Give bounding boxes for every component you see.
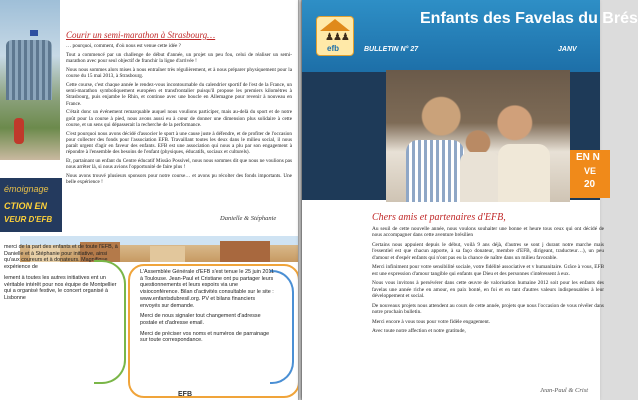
efb-logo xyxy=(316,16,354,56)
article-paragraph: Nous nous sommes alors mises à nous entraîner très régulièrement, et à nous préparer physiquement pour la course du 15 mai 2013, à Strasbourg. xyxy=(66,66,292,79)
letter-paragraph: Merci infiniment pour votre sensibilité sociale, votre fidélité associative et v humanitaire. Grâce à vous, EFB est une expression d'amour tangible qui enfants que Dieu et des personnes s'intéressent à eux. xyxy=(372,264,604,277)
testimonial-line-1: émoignage xyxy=(4,184,49,194)
news-column xyxy=(140,269,276,348)
runner-graphic xyxy=(14,118,24,144)
article-signature: Danielle & Stéphanie xyxy=(220,215,277,222)
thanks-paragraph: lement à toutes les autres initiatives ent un véritable intérêt pour nos équipe de Montpellier qui a organisé festive, le concert organisé à Lisbonne xyxy=(4,274,117,301)
letter-signature: Jean-Paul & Crist xyxy=(540,387,589,394)
person-graphic xyxy=(406,140,464,202)
article-paragraph: Cette course, c'est chaque année le rendez-vous incontournable du calendrier sportif de l'est de la France, un semi-marathon symboliquement européen et transfrontalier puisqu'il propose les premiers kilomètres à Strasbourg, puis enjambe le Rhin, et continue avec une boucle en Allemagne pour revenir à nouveau en France. xyxy=(66,81,292,107)
bulletin-date: JANV xyxy=(558,46,577,53)
strasbourg-photo xyxy=(0,0,60,160)
people-icon: ♟♟♟ xyxy=(325,32,349,43)
article-paragraph: Et, partainant un enfant du Centre éducatif Missão Possível, nous nous sommes dit que nous ne voulions pas nous arrêter là, si nous avions l'opportunité de faire plus ! xyxy=(66,158,292,171)
footer-label: EFB xyxy=(178,391,192,398)
banner-line-2: VE xyxy=(584,166,597,176)
newsletter-title: Enfants des Favelas du Brés xyxy=(420,10,638,27)
letter-body xyxy=(372,226,604,338)
banner-line-3: 20 xyxy=(584,179,596,190)
right-page xyxy=(302,0,638,400)
house-graphic xyxy=(150,246,185,262)
testimonial-line-2: CTION EN xyxy=(4,201,48,211)
article-paragraph: … pourquoi, comment, d'où nous est venue cette idée ? xyxy=(66,43,181,49)
letter-paragraph: Au seuil de cette nouvelle année, nous voulons souhaiter une bonne et heure tous ceux qui ont décidé de nous accompagner dans cette aventure brésilien xyxy=(372,226,604,239)
newsletter-header xyxy=(302,0,638,72)
roof-icon xyxy=(320,19,350,31)
letter-greeting: Chers amis et partenaires d'EFB, xyxy=(372,212,506,223)
article-title: Courir un semi-marathon à Strasbourg… xyxy=(66,30,216,40)
news-paragraph: L'Assemblée Générale d'EFB s'est tenue le 25 juin 2011 à Toulouse. Jean-Paul et Cristiane ont pu partager leurs questionnements et leurs espoirs via une visioconférence. Bilan d'activités consultable sur le site : www.enfantsdubresil.org. PV et bilans financiers envoyés sur demande. xyxy=(140,269,274,309)
testimonial-line-3: VEUR D'EFB xyxy=(4,215,53,224)
bulletin-number: BULLETIN N° 27 xyxy=(364,46,419,53)
letter-paragraph: Avec toute notre affection et notre gratitude, xyxy=(372,328,466,335)
letter-paragraph: Nous vous invitons à persévérer dans cette œuvre de valorisation humaine 2012 soit pour les enfants des favelas une année riche en amour, en paix bonté, en foi et en tant d'autres valeurs indispensables à leur développement et social. xyxy=(372,280,604,300)
article-paragraph: C'était donc un événement remarquable auquel nous voulions participer, mais au-delà du sport et de notre goût pour la course à pied, nous avons aussi eu à cœur de donner une dimension plus solidaire à cette course, et un sens qui dépasserait la recherche de la performance. xyxy=(66,109,292,128)
letter-paragraph: Certains nous appuient depuis le début, voilà 9 ans déjà, d'autres se sont j durant notre marche mais l'essentiel est que chacun apporte, à sa faço donateur, membre d'EFB, dirigeant, traducteur…), un peu d'amour et d'espér enfants qui n'ont pas eu la chance de naître dans un milieu favorable. xyxy=(372,242,604,261)
testimonial-box xyxy=(0,178,62,232)
parliament-building-graphic xyxy=(6,40,52,100)
flag-graphic xyxy=(30,30,38,36)
article-body xyxy=(66,43,292,188)
article-paragraph: Nous avons trouvé plusieurs sponsors pour notre course… et avons pu récolter des fonds importants. Une belle expérience ! xyxy=(66,173,292,186)
news-paragraph: Merci de nous signaler tout changement d'adresse postale et d'adresse email. xyxy=(140,313,261,326)
house-graphic xyxy=(220,241,270,262)
new-year-banner xyxy=(570,150,610,198)
person-graphic xyxy=(498,144,550,202)
article-paragraph: C'est pourquoi nous avons décidé d'associer le sport à une cause juste à défendre, et de profiter de l'occasion pour collecter des fonds pour l'association EFB. Travaillant toutes les deux dans le milieu social, il nous paraît urgent d'agir en faveur des enfants. EFB est une association qui nous a plu par son engagement à répondre à l'ensemble des besoins de l'enfant (physiques, éducatifs, sociaux et culturels). xyxy=(66,130,292,156)
decorative-arc xyxy=(94,260,126,384)
letter-paragraph: Merci encore à vous tous pour votre fidèle engagement. xyxy=(372,318,491,325)
person-graphic xyxy=(460,152,500,202)
news-paragraph: Merci de préciser vos noms et numéros de parrainage sur toute correspondance. xyxy=(140,330,270,344)
left-page xyxy=(0,0,298,400)
letter-paragraph: De nouveaux projets nous attendent au cours de cette année, projets que nous l'occasion de vous révéler dans notre prochain bulletin. xyxy=(372,302,604,316)
logo-text: efb xyxy=(327,44,339,53)
thanks-paragraph: merci de la part des enfants et de toute l'EFB, à Danielle et à Stéphanie pour initiative, ainsi qu'aux coureurs et à donateurs. Magnifique expérience de xyxy=(4,244,118,271)
banner-line-1: EN N xyxy=(576,152,600,163)
family-photo xyxy=(386,70,570,202)
article-paragraph: Tout a commencé par un challenge de début d'année, un projet un peu fou, celui de réaliser un semi-marathon avec pour seul objectif de franchir la ligne d'arrivée ! xyxy=(66,51,292,64)
